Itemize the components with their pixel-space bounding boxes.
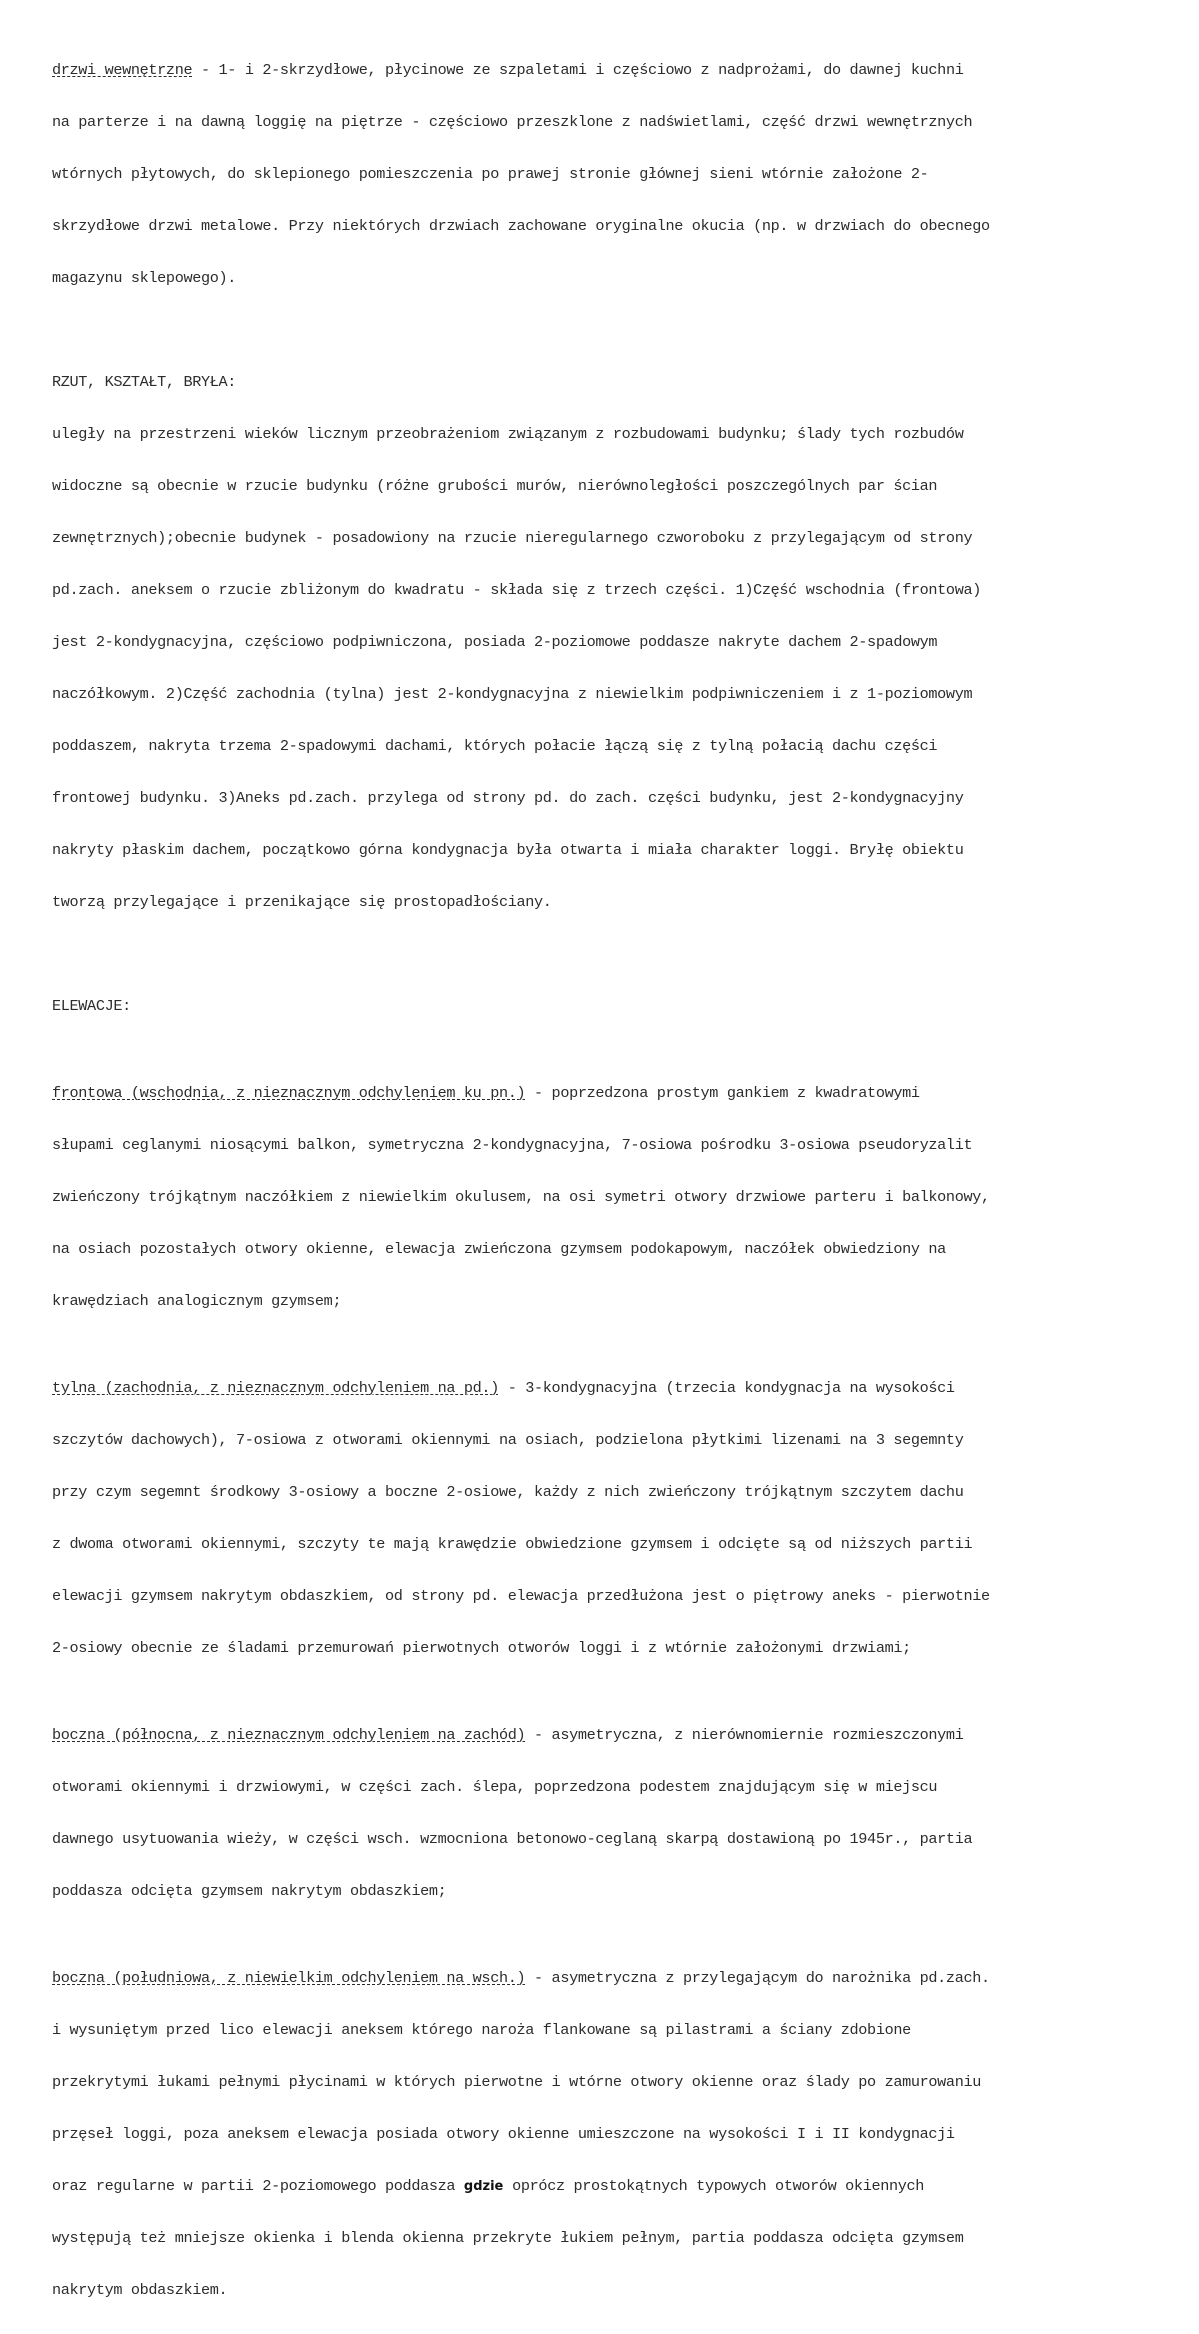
plan-line: zewnętrznych);obecnie budynek - posadowiony na rzucie nieregularnego czworoboku z przylegającym od strony <box>52 528 973 547</box>
plan-section <box>52 339 1192 946</box>
rear-elevation-line: elewacji gzymsem nakrytym obdaszkiem, od strony pd. elewacja przedłużona jest o piętrowy aneks - pierwotnie <box>52 1586 990 1605</box>
doors-line: magazynu sklepowego). <box>52 268 237 287</box>
document-page <box>52 27 1192 2334</box>
plan-line: tworzą przylegające i przenikające się prostopadłościany. <box>52 893 552 912</box>
south-elevation-line: przekrytymi łukami pełnymi płycinami w których pierwotne i wtórne otwory okienne oraz ślady po zamurowaniu <box>52 2072 981 2091</box>
plan-line: naczółkowym. 2)Część zachodnia (tylna) jest 2-kondygnacyjna z niewielkim podpiwniczeniem i z 1-poziomowym <box>52 685 973 704</box>
plan-line: poddaszem, nakryta trzema 2-spadowymi dachami, których połacie łączą się z tylną połacią dachu części <box>52 737 938 756</box>
handwritten-insertion: gdzie <box>463 2178 504 2194</box>
plan-line: frontowej budynku. 3)Aneks pd.zach. przylega od strony pd. do zach. części budynku, jest 2-kondygnacyjny <box>52 789 964 808</box>
front-elevation-line: - poprzedzona prostym gankiem z kwadratowymi <box>525 1083 920 1102</box>
doors-paragraph <box>52 27 1192 322</box>
plan-line: uległy na przestrzeni wieków licznym przeobrażeniom związanym z rozbudowami budynku; ślady tych rozbudów <box>52 424 964 443</box>
rear-elevation-line: przy czym segemnt środkowy 3-osiowy a boczne 2-osiowe, każdy z nich zwieńczony trójkątnym szczytem dachu <box>52 1482 964 1501</box>
front-elevation-label: frontowa (wschodnia, z nieznacznym odchyleniem ku pn.) <box>52 1083 526 1102</box>
plan-heading: RZUT, KSZTAŁT, BRYŁA: <box>52 372 237 391</box>
elevations-section <box>52 964 1192 2334</box>
south-elevation-label: boczna (południowa, z niewielkim odchyleniem na wsch.) <box>52 1968 526 1987</box>
doors-line: skrzydłowe drzwi metalowe. Przy niektórych drzwiach zachowane oryginalne okucia (np. w drzwiach do obecnego <box>52 216 990 235</box>
south-elevation-line: - asymetryczna z przylegającym do narożnika pd.zach. <box>525 1968 990 1987</box>
south-elevation-line: nakrytym obdaszkiem. <box>52 2280 228 2299</box>
north-elevation-line: otworami okiennymi i drzwiowymi, w części zach. ślepa, poprzedzona podestem znajdującym się w miejscu <box>52 1777 938 1796</box>
doors-line: na parterze i na dawną loggię na piętrze - częściowo przeszklone z nadświetlami, część drzwi wewnętrznych <box>52 112 973 131</box>
south-elevation-line: występują też mniejsze okienka i blenda okienna przekryte łukiem pełnym, partia poddasza odcięta gzymsem <box>52 2228 964 2247</box>
north-elevation-line: poddasza odcięta gzymsem nakrytym obdaszkiem; <box>52 1881 447 1900</box>
rear-elevation-line: szczytów dachowych), 7-osiowa z otworami okiennymi na osiach, podzielona płytkimi lizenami na 3 segemnty <box>52 1430 964 1449</box>
south-elevation-line: oraz regularne w partii 2-poziomowego poddasza <box>52 2176 464 2195</box>
doors-line: wtórnych płytowych, do sklepionego pomieszczenia po prawej stronie głównej sieni wtórnie założone 2- <box>52 164 929 183</box>
plan-line: widoczne są obecnie w rzucie budynku (różne grubości murów, nierównoległości poszczególnych par ścian <box>52 476 938 495</box>
elevations-heading: ELEWACJE: <box>52 997 131 1016</box>
rear-elevation-line: 2-osiowy obecnie ze śladami przemurowań pierwotnych otworów loggi i z wtórnie założonymi drzwiami; <box>52 1638 911 1657</box>
south-elevation-line: oprócz prostokątnych typowych otworów okiennych <box>503 2176 925 2195</box>
front-elevation-line: zwieńczony trójkątnym naczółkiem z niewielkim okulusem, na osi symetri otwory drzwiowe parteru i balkonowy, <box>52 1188 990 1207</box>
rear-elevation-line: z dwoma otworami okiennymi, szczyty te mają krawędzie obwiedzione gzymsem i odcięte są od niższych partii <box>52 1534 973 1553</box>
plan-line: jest 2-kondygnacyjna, częściowo podpiwniczona, posiada 2-poziomowe poddasze nakryte dachem 2-spadowym <box>52 633 938 652</box>
front-elevation-line: na osiach pozostałych otwory okienne, elewacja zwieńczona gzymsem podokapowym, naczółek obwiedziony na <box>52 1240 946 1259</box>
south-elevation-line: i wysuniętym przed lico elewacji aneksem którego naroża flankowane są pilastrami a ściany zdobione <box>52 2020 911 2039</box>
front-elevation-line: krawędziach analogicznym gzymsem; <box>52 1292 342 1311</box>
rear-elevation-line: - 3-kondygnacyjna (trzecia kondygnacja na wysokości <box>498 1378 955 1397</box>
doors-line: - 1- i 2-skrzydłowe, płycinowe ze szpaletami i częściowo z nadprożami, do dawnej kuchni <box>192 60 964 79</box>
north-elevation-line: dawnego usytuowania wieży, w części wsch. wzmocniona betonowo-ceglaną skarpą dostawioną po 1945r., partia <box>52 1829 973 1848</box>
plan-line: nakryty płaskim dachem, początkowo górna kondygnacja była otwarta i miała charakter loggi. Bryłę obiektu <box>52 841 964 860</box>
north-elevation-label: boczna (północna, z nieznacznym odchyleniem na zachód) <box>52 1725 526 1744</box>
south-elevation-line: przęseł loggi, poza aneksem elewacja posiada otwory okienne umieszczone na wysokości I i II kondygnacji <box>52 2124 955 2143</box>
north-elevation-line: - asymetryczna, z nierównomiernie rozmieszczonymi <box>525 1725 964 1744</box>
plan-line: pd.zach. aneksem o rzucie zbliżonym do kwadratu - składa się z trzech części. 1)Część wschodnia (frontowa) <box>52 581 981 599</box>
rear-elevation-label: tylna (zachodnia, z nieznacznym odchyleniem na pd.) <box>52 1378 499 1397</box>
front-elevation-line: słupami ceglanymi niosącymi balkon, symetryczna 2-kondygnacyjna, 7-osiowa pośrodku 3-osiowa pseudoryzalit <box>52 1136 973 1154</box>
doors-label: drzwi wewnętrzne <box>52 60 193 79</box>
